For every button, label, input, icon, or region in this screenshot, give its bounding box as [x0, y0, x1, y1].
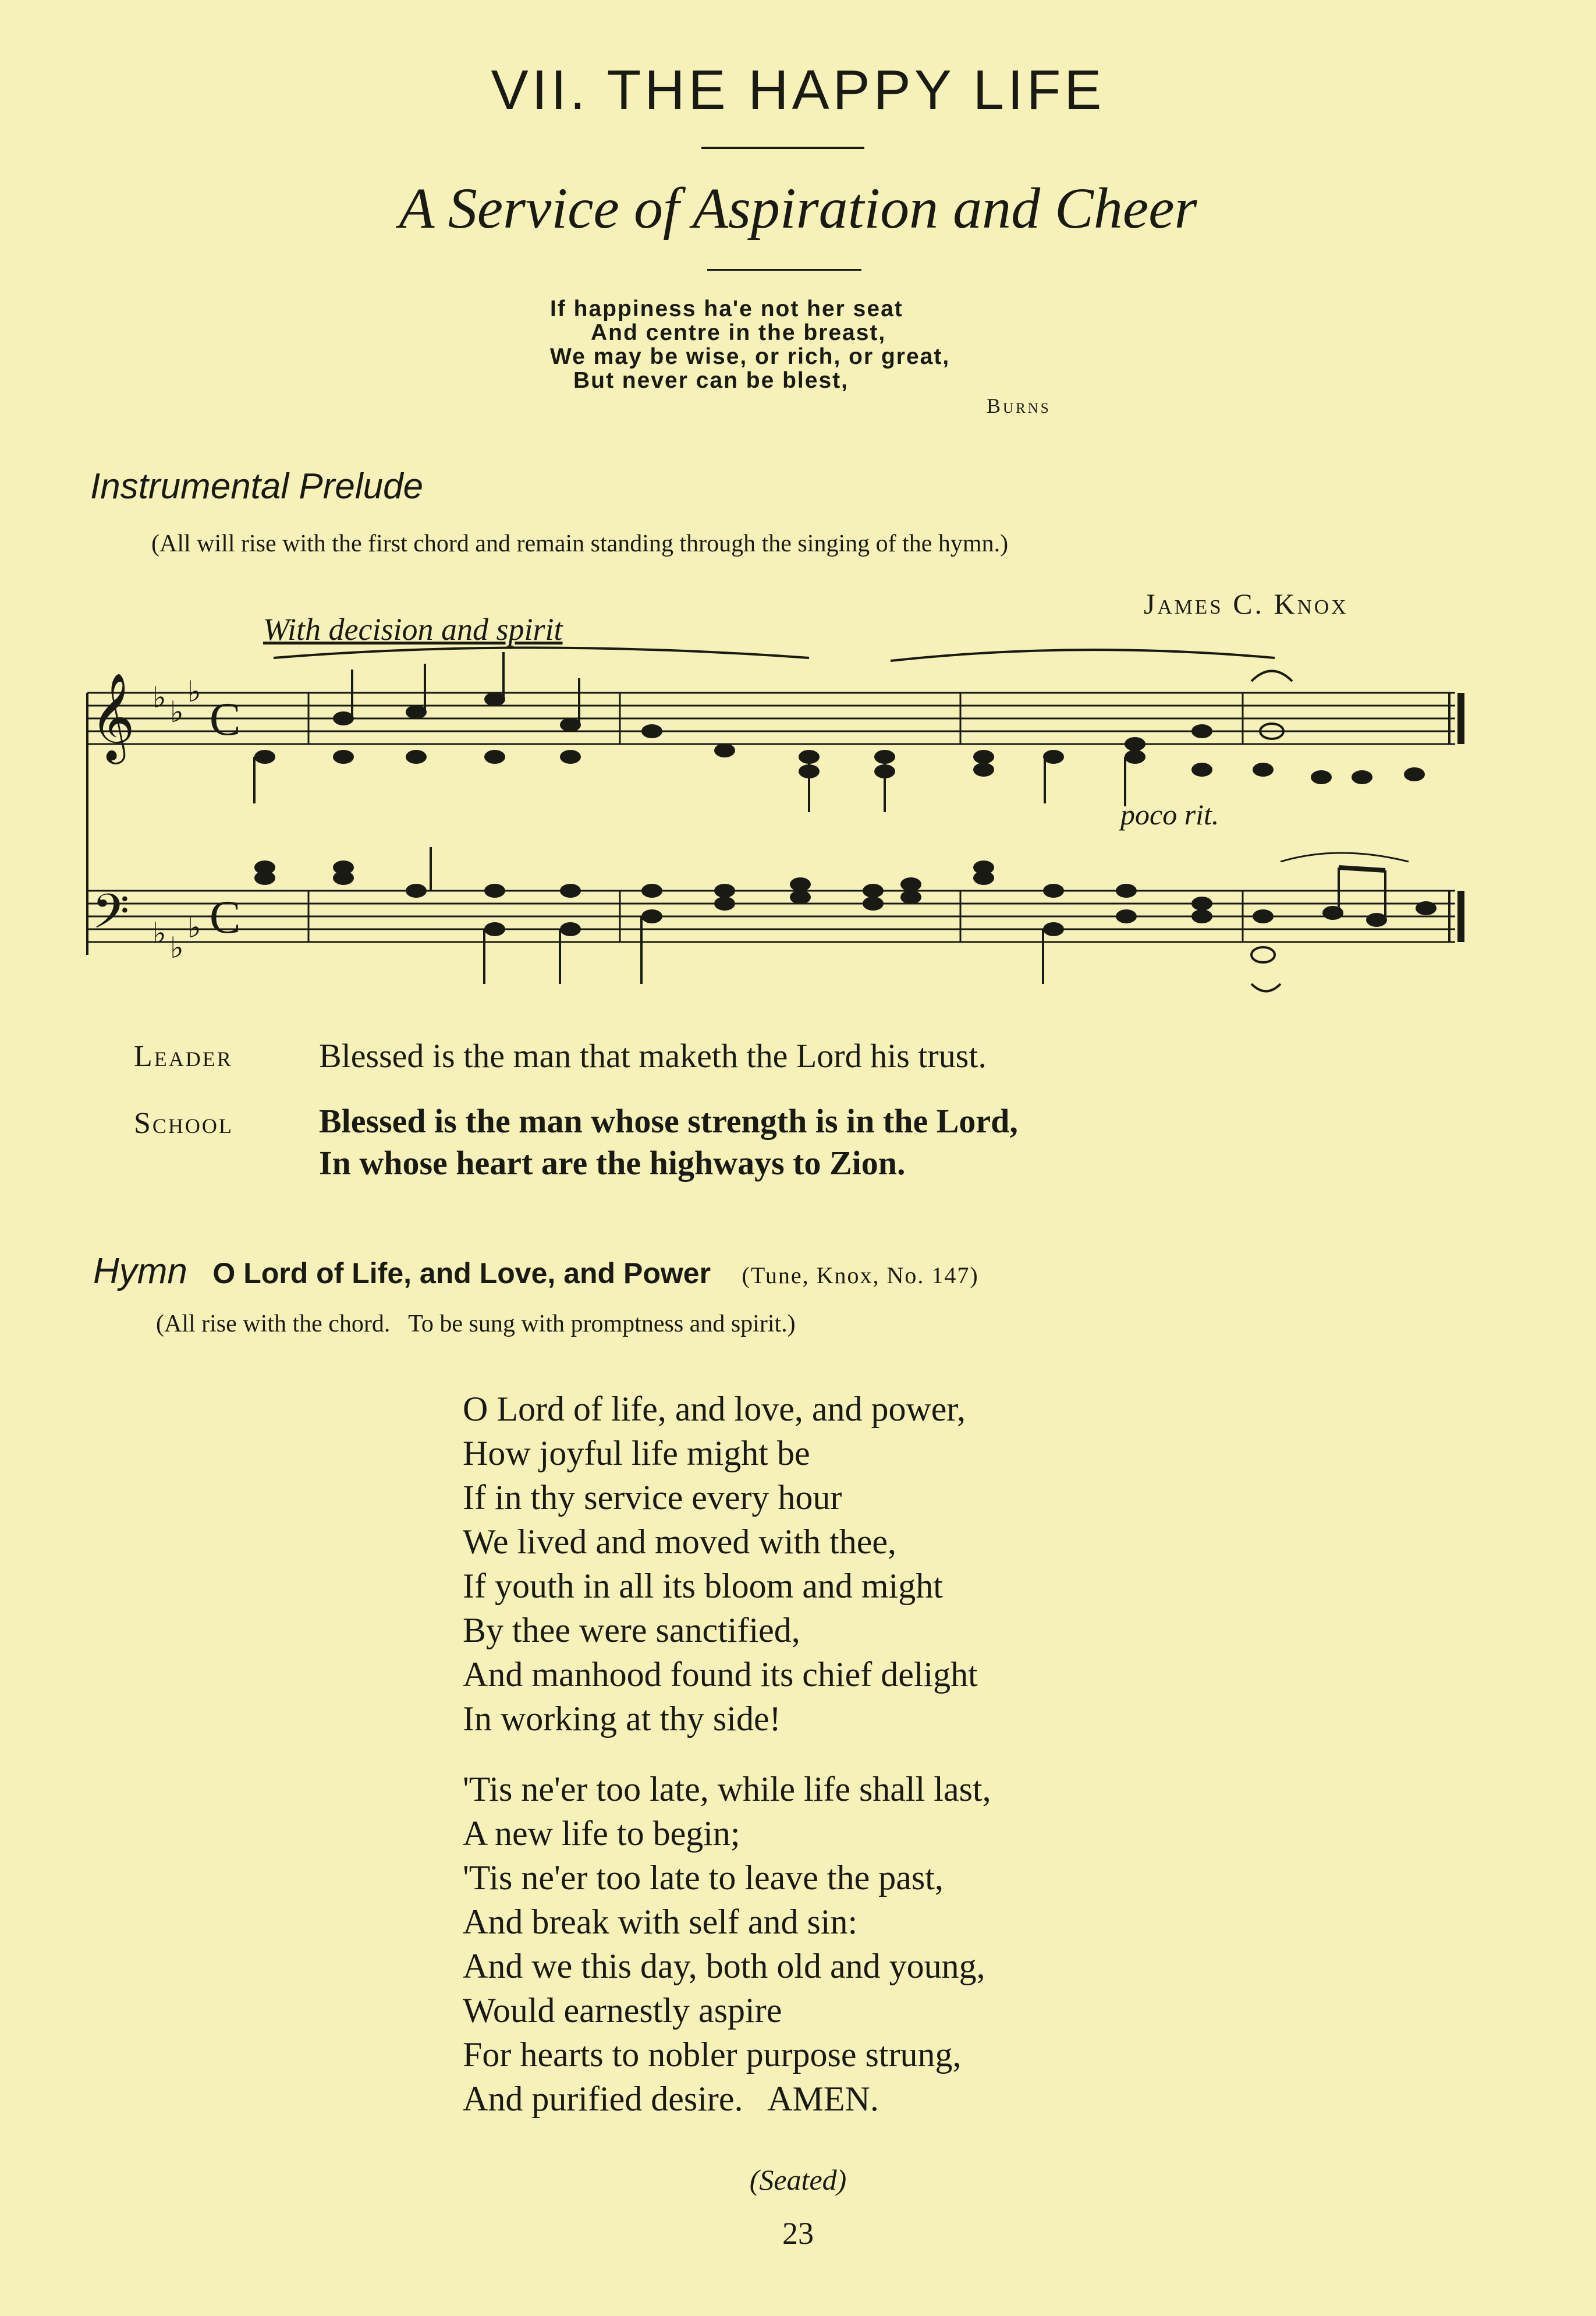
verse-line: How joyful life might be: [463, 1434, 810, 1472]
verse-line: For hearts to nobler purpose strung,: [463, 2035, 962, 2074]
epigraph-line: We may be wise, or rich, or great,: [550, 344, 950, 369]
hymn-label: Hymn: [93, 1251, 187, 1291]
verse-line: And purified desire. AMEN.: [463, 2080, 879, 2118]
epigraph-attribution: Burns: [987, 394, 1051, 417]
page-subtitle: A Service of Aspiration and Cheer: [399, 176, 1197, 240]
school-line: In whose heart are the highways to Zion.: [319, 1144, 906, 1182]
verse-line: 'Tis ne'er too late, while life shall last,: [463, 1770, 991, 1808]
music-score: [0, 0, 1596, 1048]
school-label: School: [134, 1107, 233, 1140]
flat-sign: ♭: [187, 911, 201, 944]
page-number: 23: [782, 2216, 814, 2251]
time-signature: C: [210, 892, 241, 943]
hymn-instruction: (All rise with the chord. To be sung with promptness and spirit.): [156, 1311, 796, 1337]
hymn-verse-2: [463, 1767, 991, 2121]
hymn-verse-1: [463, 1387, 978, 1741]
leader-label: Leader: [134, 1040, 233, 1073]
treble-staff: [87, 693, 1455, 744]
flat-sign: ♭: [152, 681, 166, 714]
verse-line: 'Tis ne'er too late to leave the past,: [463, 1858, 944, 1897]
verse-line: Would earnestly aspire: [463, 1991, 782, 2030]
prelude-instruction: (All will rise with the first chord and remain standing through the singing of the hymn.): [151, 530, 1009, 557]
bass-staff: [87, 891, 1455, 942]
epigraph-line: But never can be blest,: [573, 368, 849, 393]
verse-line: By thee were sanctified,: [463, 1611, 800, 1649]
page-title: VII. THE HAPPY LIFE: [491, 59, 1105, 121]
verse-line: And manhood found its chief delight: [463, 1655, 978, 1694]
flat-sign: ♭: [170, 695, 184, 729]
epigraph-line: And centre in the breast,: [591, 320, 886, 345]
bass-clef: 𝄢: [92, 883, 130, 951]
flat-sign: ♭: [187, 675, 201, 709]
verse-line: And we this day, both old and young,: [463, 1947, 985, 1985]
hymn-tune: (Tune, Knox, No. 147): [742, 1262, 979, 1288]
tempo-marking: With decision and spirit: [263, 612, 563, 647]
slur: [274, 648, 809, 658]
flat-sign: ♭: [152, 916, 166, 950]
epigraph-line: If happiness ha'e not her seat: [550, 296, 903, 321]
hymn-header: [93, 1251, 979, 1292]
verse-line: And break with self and sin:: [463, 1903, 858, 1941]
treble-clef: 𝄞: [90, 672, 135, 760]
fermata: [1251, 984, 1281, 991]
slur: [891, 650, 1275, 661]
seated-direction: (Seated): [749, 2163, 847, 2196]
time-signature: C: [210, 694, 241, 745]
verse-line: In working at thy side!: [463, 1699, 781, 1738]
composer-name: James C. Knox: [1144, 587, 1349, 620]
leader-text: Blessed is the man that maketh the Lord his trust.: [319, 1037, 987, 1075]
verse-line: A new life to begin;: [463, 1814, 740, 1853]
half-note: [1251, 947, 1275, 962]
flat-sign: ♭: [170, 931, 184, 965]
verse-line: O Lord of life, and love, and power,: [463, 1390, 966, 1428]
hymn-title: O Lord of Life, and Love, and Power: [212, 1257, 711, 1290]
tie: [1281, 853, 1409, 862]
poco-rit-marking: poco rit.: [1120, 798, 1219, 831]
school-text: [319, 1100, 1018, 1184]
prelude-heading: Instrumental Prelude: [90, 466, 424, 507]
verse-line: If youth in all its bloom and might: [463, 1567, 943, 1605]
verse-line: We lived and moved with thee,: [463, 1522, 896, 1561]
school-line: Blessed is the man whose strength is in the Lord,: [319, 1102, 1018, 1140]
verse-line: If in thy service every hour: [463, 1478, 842, 1517]
fermata: [1251, 671, 1292, 682]
